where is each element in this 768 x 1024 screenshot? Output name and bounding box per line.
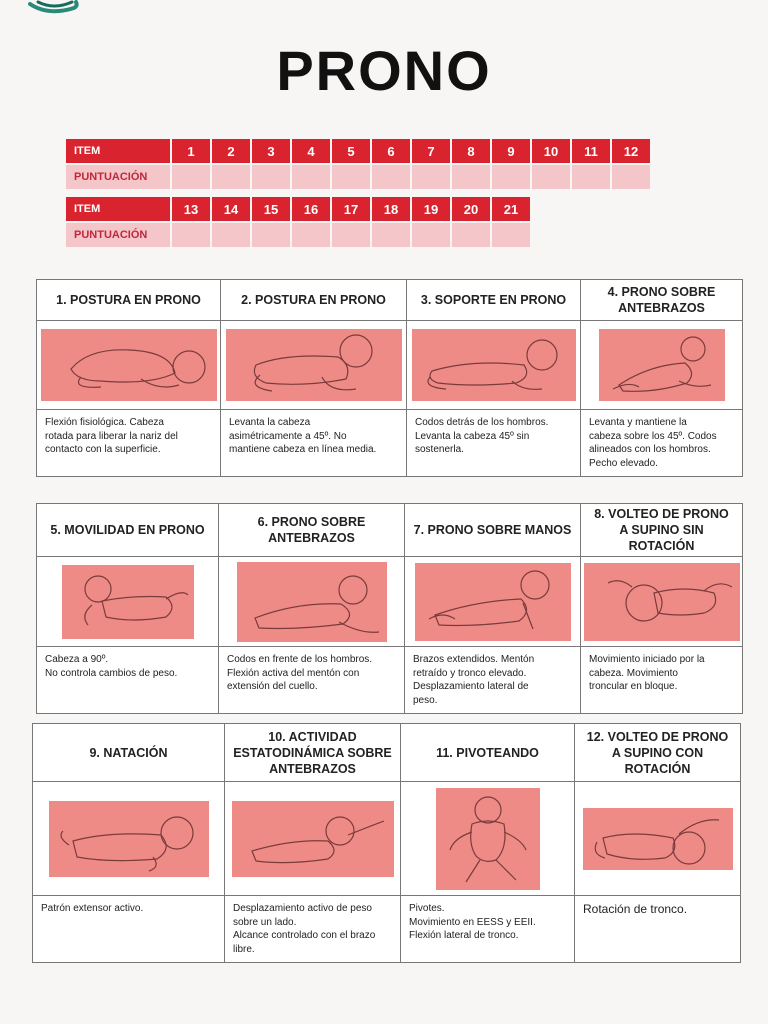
item-description: Movimiento iniciado por la cabeza. Movimiento troncular en bloque. — [581, 647, 743, 714]
baby-roll-no-rotation-icon — [584, 563, 740, 641]
item-number: 7 — [412, 139, 450, 163]
item-label: ITEM — [66, 197, 170, 221]
score-cell[interactable] — [492, 223, 530, 247]
baby-prone-forearms-front-icon — [237, 562, 387, 642]
score-cell[interactable] — [212, 165, 250, 189]
items-grid-2 — [36, 503, 743, 714]
item-number: 1 — [172, 139, 210, 163]
item-description: Levanta la cabeza asimétricamente a 45º. No mantiene cabeza en línea media. — [221, 410, 407, 477]
score-cell[interactable] — [412, 165, 450, 189]
item-title: 10. ACTIVIDAD ESTATODINÁMICA SOBRE ANTEBRAZOS — [225, 724, 401, 782]
score-row-1 — [66, 165, 650, 189]
score-cell[interactable] — [292, 223, 330, 247]
score-cell[interactable] — [332, 223, 370, 247]
item-number: 2 — [212, 139, 250, 163]
item-description: Rotación de tronco. — [575, 896, 741, 963]
baby-prone-hands-icon — [415, 563, 571, 641]
item-description: Pivotes. Movimiento en EESS y EEII. Flexión lateral de tronco. — [401, 896, 575, 963]
item-number: 15 — [252, 197, 290, 221]
item-number: 10 — [532, 139, 570, 163]
item-title: 8. VOLTEO DE PRONO A SUPINO SIN ROTACIÓN — [581, 504, 743, 557]
score-cell[interactable] — [572, 165, 610, 189]
score-cell[interactable] — [492, 165, 530, 189]
item-number: 20 — [452, 197, 490, 221]
item-number: 4 — [292, 139, 330, 163]
item-description: Flexión fisiológica. Cabeza rotada para liberar la nariz del contacto con la superficie. — [37, 410, 221, 477]
score-cell[interactable] — [212, 223, 250, 247]
item-number: 3 — [252, 139, 290, 163]
score-cell[interactable] — [252, 165, 290, 189]
item-row-2 — [66, 197, 650, 221]
baby-prone-flexed-icon — [41, 329, 217, 401]
score-label: PUNTUACIÓN — [66, 165, 170, 189]
item-number: 5 — [332, 139, 370, 163]
item-description: Desplazamiento activo de peso sobre un lado. Alcance controlado con el brazo libre. — [225, 896, 401, 963]
item-description: Brazos extendidos. Mentón retraído y tronco elevado. Desplazamiento lateral de peso. — [405, 647, 581, 714]
item-number: 12 — [612, 139, 650, 163]
item-description: Levanta y mantiene la cabeza sobre los 45º. Codos alineados con los hombros. Pecho elevado. — [581, 410, 743, 477]
score-cell[interactable] — [332, 165, 370, 189]
baby-prone-elbows-icon — [412, 329, 576, 401]
item-description: Patrón extensor activo. — [33, 896, 225, 963]
baby-weight-shift-icon — [232, 801, 394, 877]
baby-swimming-icon — [49, 801, 209, 877]
item-description: Codos en frente de los hombros. Flexión activa del mentón con extensión del cuello. — [219, 647, 405, 714]
baby-pivoting-icon — [436, 788, 540, 890]
baby-roll-rotation-icon — [583, 808, 733, 870]
item-title: 12. VOLTEO DE PRONO A SUPINO CON ROTACIÓN — [575, 724, 741, 782]
item-description: Codos detrás de los hombros. Levanta la cabeza 45º sin sostenerla. — [407, 410, 581, 477]
item-number: 16 — [292, 197, 330, 221]
item-number: 8 — [452, 139, 490, 163]
score-cell[interactable] — [452, 223, 490, 247]
item-title: 4. PRONO SOBRE ANTEBRAZOS — [581, 280, 743, 321]
baby-prone-forearms-icon — [599, 329, 725, 401]
score-table — [64, 137, 652, 249]
score-cell[interactable] — [372, 165, 410, 189]
score-cell[interactable] — [372, 223, 410, 247]
item-row-1 — [66, 139, 650, 163]
item-number: 13 — [172, 197, 210, 221]
item-title: 11. PIVOTEANDO — [401, 724, 575, 782]
item-description: Cabeza a 90º. No controla cambios de peso. — [37, 647, 219, 714]
item-number: 18 — [372, 197, 410, 221]
item-label: ITEM — [66, 139, 170, 163]
item-number: 17 — [332, 197, 370, 221]
item-number: 11 — [572, 139, 610, 163]
score-cell[interactable] — [252, 223, 290, 247]
baby-prone-head-90-icon — [62, 565, 194, 639]
score-cell[interactable] — [612, 165, 650, 189]
items-grid-1 — [36, 279, 743, 477]
item-title: 3. SOPORTE EN PRONO — [407, 280, 581, 321]
item-number: 9 — [492, 139, 530, 163]
item-title: 6. PRONO SOBRE ANTEBRAZOS — [219, 504, 405, 557]
page-title: PRONO — [276, 39, 492, 102]
item-title: 1. POSTURA EN PRONO — [37, 280, 221, 321]
score-cell[interactable] — [172, 165, 210, 189]
score-label: PUNTUACIÓN — [66, 223, 170, 247]
item-number: 6 — [372, 139, 410, 163]
item-number: 14 — [212, 197, 250, 221]
baby-prone-head-45-icon — [226, 329, 402, 401]
score-row-2 — [66, 223, 650, 247]
score-cell[interactable] — [412, 223, 450, 247]
item-title: 9. NATACIÓN — [33, 724, 225, 782]
score-cell[interactable] — [532, 165, 570, 189]
item-title: 7. PRONO SOBRE MANOS — [405, 504, 581, 557]
item-number: 21 — [492, 197, 530, 221]
item-title: 5. MOVILIDAD EN PRONO — [37, 504, 219, 557]
item-number: 19 — [412, 197, 450, 221]
score-cell[interactable] — [172, 223, 210, 247]
logo-fragment-icon — [28, 0, 80, 18]
items-grid-3 — [32, 723, 741, 963]
score-cell[interactable] — [292, 165, 330, 189]
score-cell[interactable] — [452, 165, 490, 189]
item-title: 2. POSTURA EN PRONO — [221, 280, 407, 321]
